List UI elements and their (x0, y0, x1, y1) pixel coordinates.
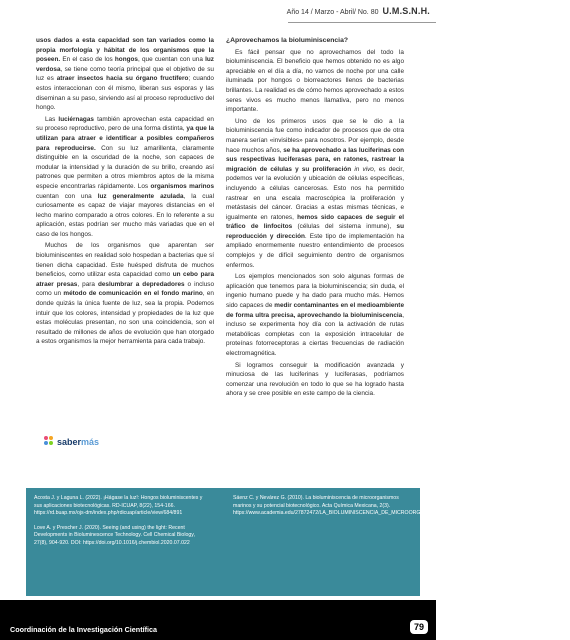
reference-item: Sáenz C. y Nevárez G. (2010). La bioluminiscencia de microorganismos marinos y su potencial biotecnológico. Acta Química Mexicana, 2(3). https://www.academia.edu/27872472/LA_BIOLUMINISCENCIA_DE_MICROORGANISMOS_MARINOS_Y_SU_POTENCIAL_BIOTECNOLÓGICO (233, 495, 570, 517)
paragraph: Si logramos conseguir la modificación avanzada y minuciosa de las luciferinas y luciferasas, podríamos comenzar una revolución en todo lo que se ha logrado hasta ahora y se cree posible en este campo de la ciencia. (226, 361, 404, 398)
reference-item: Acosta J. y Laguna L. (2022). ¡Hágase la luz!: Hongos bioluminiscentes y sus aplicaciones biotecnológicas. RD-ICUAP, 8(22), 154-166. https://rd.buap.mx/ojs-dm/index.php/rdicuap/article/view/684/891 (34, 495, 203, 517)
paragraph: Es fácil pensar que no aprovechamos del todo la bioluminiscencia. El beneficio que hemos obtenido no es algo apreciable en el día a día, no vamos de noche por una calle iluminada por hongos o biorreactores llenos de bacterias brillantes. La realidad es de cómo hemos aprovechado a estos seres vivos es mucho menos llamativa, pero no menos importante. (226, 48, 404, 114)
references-left (34, 495, 204, 555)
section-title: ¿Aprovechamos la bioluminiscencia? (226, 37, 348, 44)
page-header (0, 0, 436, 24)
paragraph: Las luciérnagas también aprovechan esta capacidad en su proceso reproductivo, pero de una forma distinta, ya que la utilizan para atraer e identificar a posibles compañeros para reproducirse. Con su luz amarillenta, claramente distinguible en la oscuridad de la noche, son capaces de modular la intensidad y la duración de su brillo, creando así patrones que permiten a otros miembros aptos de la misma especie encontrarlas rápidamente. Los organismos marinos cuentan con una luz generalmente azulada, la cual curiosamente es capaz de viajar mayores distancias en el lecho marino comparado a otros colores. En lo referente a su aplicación, estas podrían ser mucho más variadas que en el caso de los hongos. (36, 115, 215, 238)
paragraph: usos dados a esta capacidad son tan variados como la propia morfología y hábitat de los organismos que la poseen. En el caso de los hongos, que cuentan con una luz verdosa, se tiene como teoría principal que el objetivo de su luz es atraer insectos hacia su órgano fructífero; cuando estos interaccionan con él mismo, liberan sus esporas y las diseminan a su paso, sirviendo así al proceso reproductivo del hongo. (36, 37, 214, 112)
paragraph: Los ejemplos mencionados son solo algunas formas de aplicación que tenemos para la bioluminiscencia; sin duda, el ingenio humano puede y ha dado para mucho más. Hemos sido capaces de medir contaminantes en el medioambiente de forma ultra precisa, aprovechando la bioluminiscencia, incluso se experimenta hoy día con la activación de rutas metabólicas completas con la exposición intracelular de proteínas fotorreceptoras a ciertas frecuencias de radiación electromagnética. (226, 273, 404, 357)
references-box (26, 488, 570, 596)
paragraph: Muchos de los organismos que aparentan ser bioluminiscentes en realidad solo hospedan a bacterias que sí tienen dicha capacidad. Este huésped disfruta de muchos beneficios, como utilizar esta capacidad como un cebo para atraer presas, para deslumbrar a depredadores o incluso como un método de comunicación en el fondo marino, en donde quizás la única fuente de luz, sea la propia. Podemos intuir que los colores, intensidad y propiedades de la luz que estas moléculas presentan, no son una coincidencia, son el resultado de millones de años de evolución que han otorgado a estos organismos la mejor herramienta para cada trabajo. (36, 242, 214, 346)
paragraph: Uno de los primeros usos que se le dio a la bioluminiscencia fue como indicador de procesos que de otra manera serían «invisibles» para nosotros. Por ejemplo, desde hace muchos años, se ha aprovechado a las luciferinas con sus respectivas luciferasas para, en ratones, rastrear la migración de células y su proliferación in vivo, es decir, podemos ver la evolución y ubicación de células específicas, incluyendo a células cancerosas. Esto nos ha permitido rastrear en una escala macroscópica la proliferación y metástasis del cáncer. Gracias a estas mismas técnicas, e igualmente en ratones, hemos sido capaces de seguir el tráfico de linfocitos (células del sistema inmune), su reproducción y dirección. Este tipo de implementación ha ampliado enormemente nuestro entendimiento de procesos complejos y de difícil seguimiento dentro de organismos enfermos. (226, 117, 405, 269)
logo-icon (44, 436, 55, 447)
page-number: 79 (410, 620, 428, 634)
footer-text: Coordinación de la Investigación Científica (10, 625, 157, 634)
saber-mas-logo (44, 436, 99, 447)
header-divider (288, 22, 436, 23)
references-right (233, 495, 570, 525)
page-footer (0, 600, 436, 640)
header-text (287, 6, 430, 16)
reference-item: Love A. y Prescher J. (2020). Seeing (and using) the light: Recent Developments in Bioluminescence Technology. Cell Chemical Biology, 27(8), 904-920. DOI: https://doi.org/10.1016/j.chembiol.2020.07.022 (34, 524, 195, 546)
logo-text: sabermás (57, 436, 100, 447)
issue-info: Año 14 / Marzo - Abril/ No. 80 (286, 9, 379, 16)
left-column (36, 36, 214, 436)
org-name: U.M.S.N.H. (382, 6, 430, 16)
